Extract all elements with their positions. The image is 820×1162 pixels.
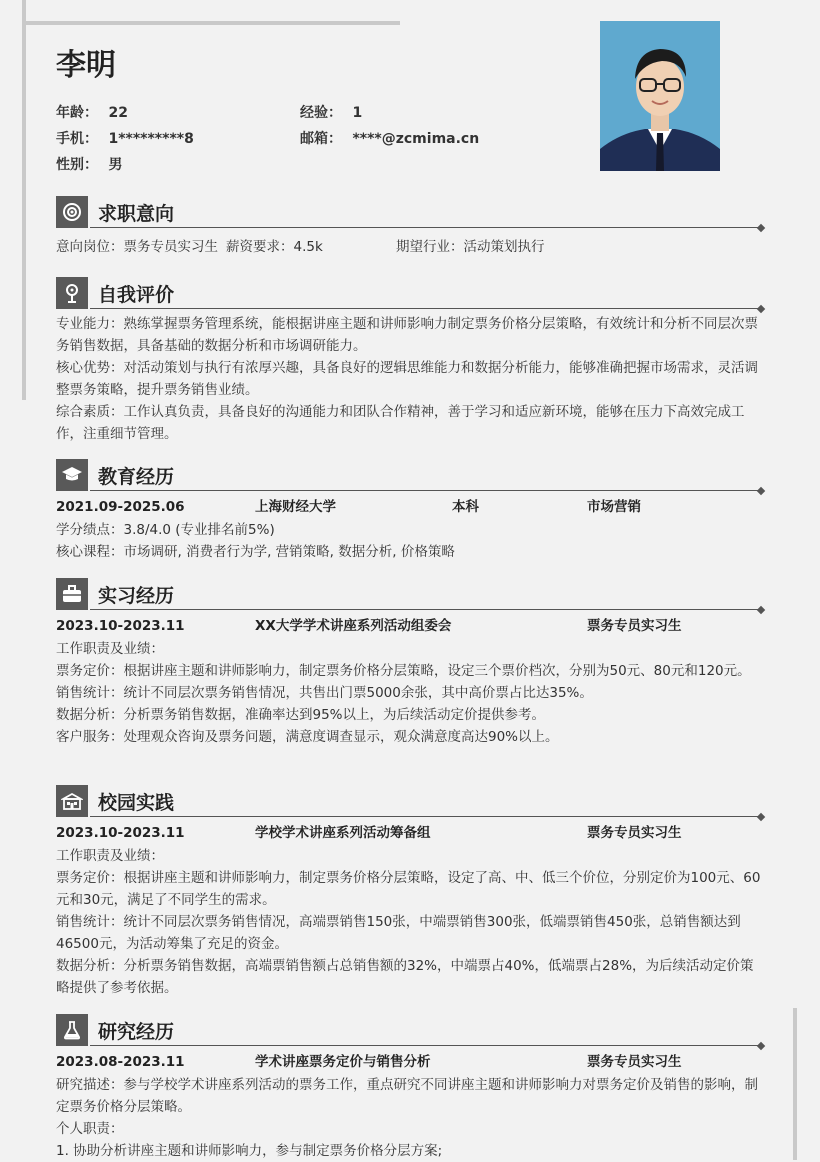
research-role: 票务专员实习生 [587, 1054, 682, 1070]
section-job-intention [56, 196, 764, 258]
decorative-horizontal-bar [22, 21, 400, 25]
target-icon [56, 196, 88, 228]
research-row [56, 1051, 764, 1073]
experience-value: 1 [352, 105, 363, 121]
self-line: 综合素质：工作认真负责，具备良好的沟通能力和团队合作精神，善于学习和适应新环境，能够在压力下高效完成工作，注重细节管理。 [56, 404, 745, 442]
decorative-vertical-bar [22, 0, 26, 400]
intent-industry: 期望行业：活动策划执行 [396, 239, 545, 255]
section-title: 教育经历 [98, 466, 175, 488]
experience-label: 经验： [300, 105, 342, 121]
campus-role: 票务专员实习生 [587, 825, 682, 841]
section-self-evaluation [56, 277, 764, 445]
campus-line: 工作职责及业绩： [56, 848, 164, 864]
section-title: 研究经历 [98, 1021, 175, 1043]
phone-field [56, 128, 194, 148]
email-label: 邮箱： [300, 131, 342, 147]
section-education [56, 459, 764, 563]
education-degree: 本科 [452, 499, 479, 515]
section-internship [56, 578, 764, 748]
education-major: 市场营销 [587, 499, 641, 515]
briefcase-icon [56, 578, 88, 610]
section-title: 实习经历 [98, 585, 175, 607]
research-title: 学术讲座票务定价与销售分析 [255, 1054, 431, 1070]
candidate-name: 李明 [56, 48, 116, 83]
education-school: 上海财经大学 [255, 499, 336, 515]
campus-line: 销售统计：统计不同层次票务销售情况，高端票销售150张，中端票销售300张，低端票销售450张，总销售额达到46500元，为活动筹集了充足的资金。 [56, 914, 741, 952]
school-building-icon [56, 785, 88, 817]
section-research [56, 1014, 764, 1162]
internship-line: 票务定价：根据讲座主题和讲师影响力，制定票务价格分层策略，设定三个票价档次，分别为50元、80元和120元。 [56, 663, 751, 679]
campus-org: 学校学术讲座系列活动筹备组 [255, 825, 431, 841]
intent-salary: 薪资要求：4.5k [226, 239, 323, 255]
internship-row [56, 615, 764, 637]
education-date: 2021.09-2025.06 [56, 499, 185, 515]
age-label: 年龄： [56, 105, 98, 121]
flower-icon [56, 277, 88, 309]
section-title: 自我评价 [98, 284, 175, 306]
profile-photo [600, 21, 720, 171]
gender-value: 男 [108, 157, 123, 173]
education-line: 学分绩点：3.8/4.0 (专业排名前5%) [56, 522, 275, 538]
internship-line: 客户服务：处理观众咨询及票务问题，满意度调查显示，观众满意度高达90%以上。 [56, 729, 559, 745]
self-line: 核心优势：对活动策划与执行有浓厚兴趣，具备良好的逻辑思维能力和数据分析能力，能够准确把握市场需求，灵活调整票务策略，提升票务销售业绩。 [56, 360, 758, 398]
intent-position: 意向岗位：票务专员实习生 [56, 239, 218, 255]
self-line: 专业能力：熟练掌握票务管理系统，能根据讲座主题和讲师影响力制定票务价格分层策略，有效统计和分析不同层次票务销售数据，具备基础的数据分析和市场调研能力。 [56, 316, 758, 354]
campus-line: 数据分析：分析票务销售数据，高端票销售额占总销售额的32%，中端票占40%，低端票占28%，为后续活动定价策略提供了参考依据。 [56, 958, 754, 996]
internship-org: XX大学学术讲座系列活动组委会 [255, 618, 452, 634]
section-title: 校园实践 [98, 792, 175, 814]
education-line: 核心课程：市场调研, 消费者行为学, 营销策略, 数据分析, 价格策略 [56, 544, 455, 560]
section-title: 求职意向 [98, 203, 175, 225]
campus-line: 票务定价：根据讲座主题和讲师影响力，制定票务价格分层策略，设定了高、中、低三个价位，分别定价为100元、60元和30元，满足了不同学生的需求。 [56, 870, 761, 908]
experience-field [300, 102, 362, 122]
email-value: ****@zcmima.cn [352, 131, 480, 147]
decorative-vertical-bar-bottom [793, 1008, 797, 1160]
research-line: 个人职责： [56, 1121, 124, 1137]
age-field [56, 102, 128, 122]
research-line: 1. 协助分析讲座主题和讲师影响力，参与制定票务价格分层方案; [56, 1143, 443, 1159]
phone-label: 手机： [56, 131, 98, 147]
phone-value: 1*********8 [108, 131, 194, 147]
flask-icon [56, 1014, 88, 1046]
age-value: 22 [108, 105, 128, 121]
internship-line: 工作职责及业绩： [56, 641, 164, 657]
research-date: 2023.08-2023.11 [56, 1054, 185, 1070]
internship-role: 票务专员实习生 [587, 618, 682, 634]
education-row [56, 496, 764, 518]
internship-date: 2023.10-2023.11 [56, 618, 185, 634]
internship-line: 数据分析：分析票务销售数据，准确率达到95%以上，为后续活动定价提供参考。 [56, 707, 546, 723]
graduation-cap-icon [56, 459, 88, 491]
campus-row [56, 822, 764, 844]
internship-line: 销售统计：统计不同层次票务销售情况，共售出门票5000余张，其中高价票占比达35%。 [56, 685, 593, 701]
research-line: 研究描述：参与学校学术讲座系列活动的票务工作，重点研究不同讲座主题和讲师影响力对票务定价及销售的影响，制定票务价格分层策略。 [56, 1077, 758, 1115]
campus-date: 2023.10-2023.11 [56, 825, 185, 841]
section-campus-practice [56, 785, 764, 999]
email-field [300, 128, 479, 148]
gender-field [56, 154, 122, 174]
gender-label: 性别： [56, 157, 98, 173]
